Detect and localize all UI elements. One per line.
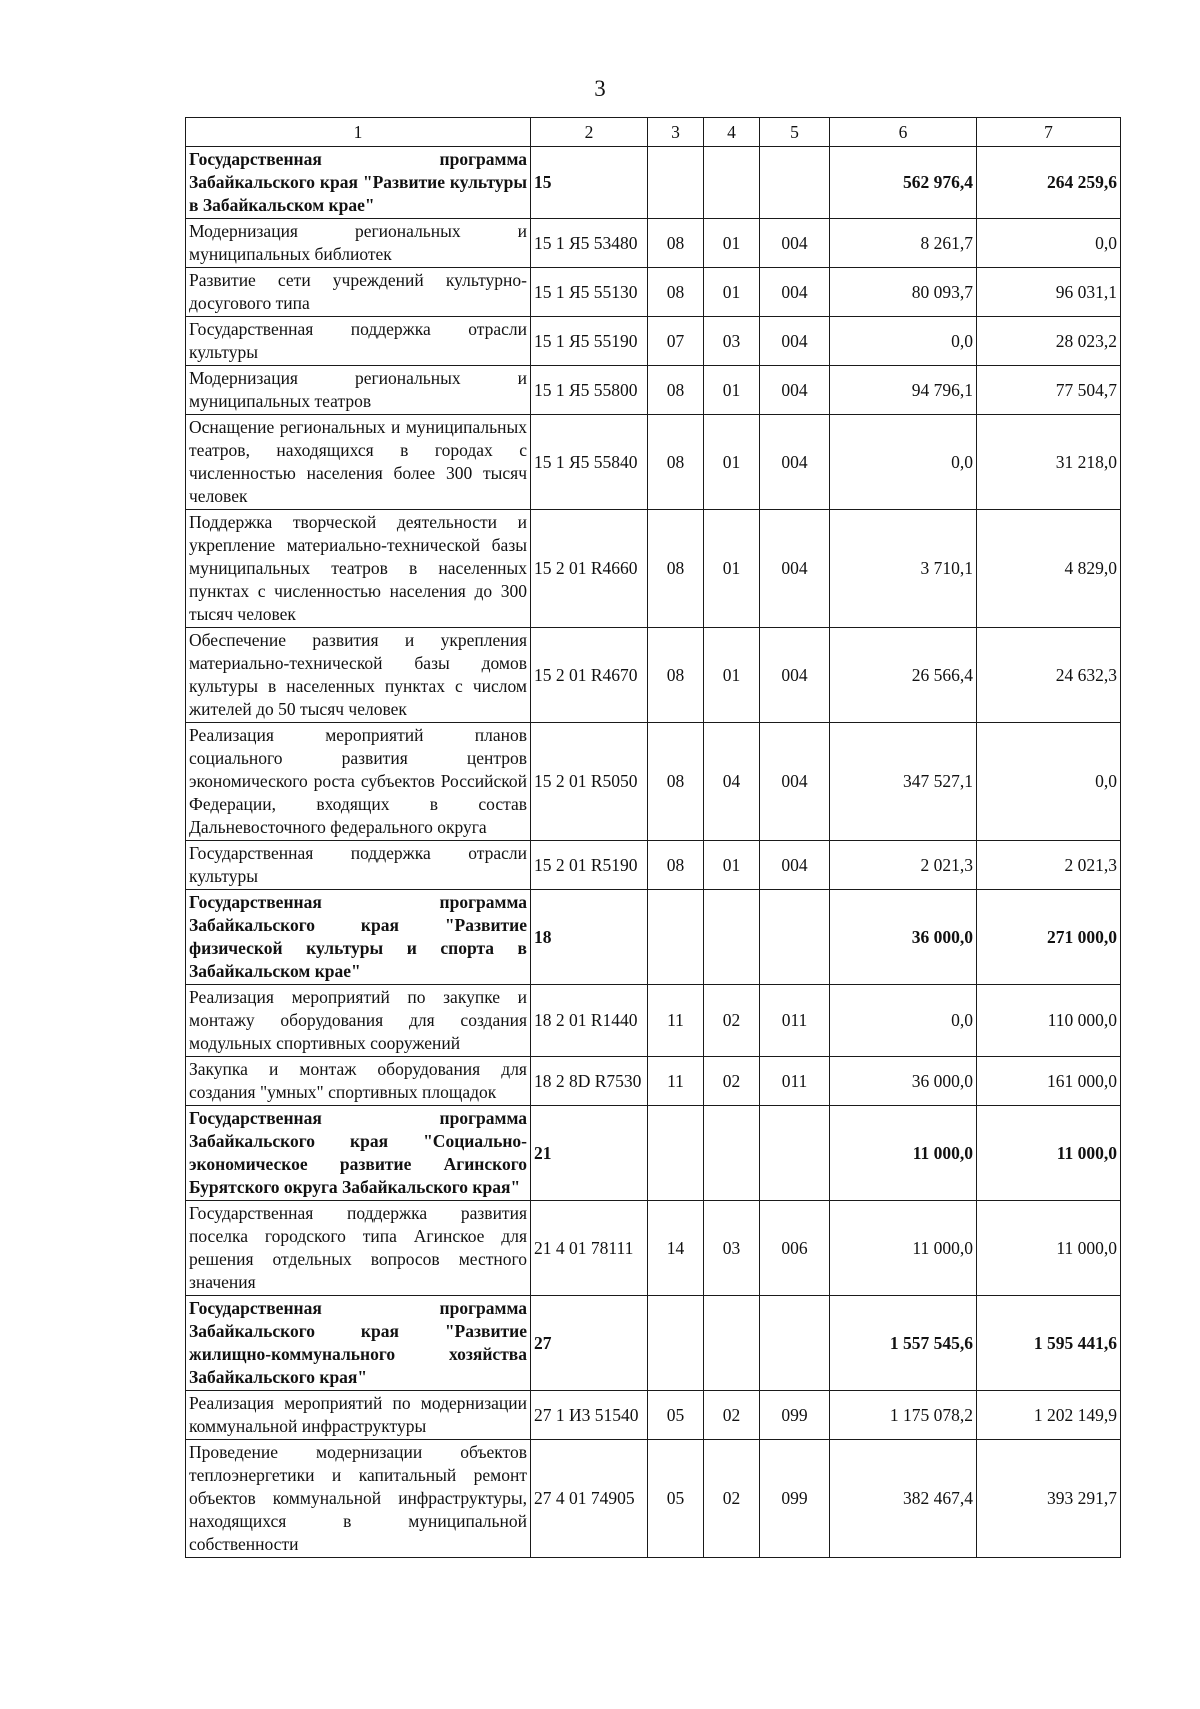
row-section-cell: 08 [648,268,704,317]
row-name-cell: Государственная поддержка развития поселка городского типа Агинское для решения отдельных вопросов местного значения [186,1201,531,1296]
row-name-cell: Модернизация региональных и муниципальных библиотек [186,219,531,268]
row-code-cell: 15 [531,147,648,219]
row-amount-2-cell: 28 023,2 [977,317,1121,366]
table-row [186,510,1121,628]
row-code-cell: 27 4 01 74905 [531,1440,648,1558]
row-name-cell: Реализация мероприятий по модернизации коммунальной инфраструктуры [186,1391,531,1440]
row-name-cell: Обеспечение развития и укрепления материально-технической базы домов культуры в населенных пунктах с числом жителей до 50 тысяч человек [186,628,531,723]
row-amount-1-cell: 0,0 [830,317,977,366]
row-name-cell: Развитие сети учреждений культурно-досугового типа [186,268,531,317]
row-code-cell: 18 2 01 R1440 [531,985,648,1057]
table-row [186,890,1121,985]
row-name-cell: Государственная программа Забайкальского края "Развитие физической культуры и спорта в Забайкальском крае" [186,890,531,985]
table-row [186,628,1121,723]
row-amount-1-cell: 0,0 [830,415,977,510]
table-row [186,147,1121,219]
table-row [186,1201,1121,1296]
row-name-cell: Оснащение региональных и муниципальных театров, находящихся в городах с численностью населения более 300 тысяч человек [186,415,531,510]
row-amount-1-cell: 36 000,0 [830,890,977,985]
row-name-cell: Реализация мероприятий по закупке и монтажу оборудования для создания модульных спортивных сооружений [186,985,531,1057]
row-subsection-cell: 01 [704,841,760,890]
row-amount-2-cell: 11 000,0 [977,1201,1121,1296]
table-row [186,219,1121,268]
row-type-cell: 011 [760,1057,830,1106]
table-row [186,1057,1121,1106]
row-type-cell: 004 [760,366,830,415]
row-amount-1-cell: 8 261,7 [830,219,977,268]
table-row [186,1296,1121,1391]
row-section-cell: 14 [648,1201,704,1296]
row-code-cell: 18 [531,890,648,985]
row-name-cell: Закупка и монтаж оборудования для создания "умных" спортивных площадок [186,1057,531,1106]
row-name-cell: Государственная программа Забайкальского края "Развитие жилищно-коммунального хозяйства Забайкальского края" [186,1296,531,1391]
row-amount-1-cell: 347 527,1 [830,723,977,841]
row-name-cell: Государственная поддержка отрасли культуры [186,841,531,890]
row-subsection-cell: 01 [704,510,760,628]
row-section-cell [648,1296,704,1391]
row-amount-1-cell: 26 566,4 [830,628,977,723]
row-code-cell: 15 2 01 R5190 [531,841,648,890]
row-code-cell: 21 4 01 78111 [531,1201,648,1296]
row-code-cell: 15 1 Я5 55800 [531,366,648,415]
row-amount-2-cell: 0,0 [977,219,1121,268]
row-type-cell: 006 [760,1201,830,1296]
row-name-cell: Государственная программа Забайкальского края "Развитие культуры в Забайкальском крае" [186,147,531,219]
row-amount-1-cell: 1 557 545,6 [830,1296,977,1391]
row-type-cell: 004 [760,415,830,510]
row-section-cell: 11 [648,985,704,1057]
row-code-cell: 15 1 Я5 55190 [531,317,648,366]
row-code-cell: 15 1 Я5 55130 [531,268,648,317]
row-amount-2-cell: 24 632,3 [977,628,1121,723]
row-amount-2-cell: 1 595 441,6 [977,1296,1121,1391]
row-type-cell [760,1296,830,1391]
column-header: 3 [648,118,704,147]
row-section-cell: 11 [648,1057,704,1106]
row-subsection-cell: 01 [704,268,760,317]
row-code-cell: 15 2 01 R4660 [531,510,648,628]
row-amount-2-cell: 161 000,0 [977,1057,1121,1106]
table-row [186,366,1121,415]
row-section-cell [648,1106,704,1201]
row-amount-2-cell: 4 829,0 [977,510,1121,628]
row-section-cell: 05 [648,1440,704,1558]
row-subsection-cell [704,1106,760,1201]
row-subsection-cell [704,890,760,985]
row-code-cell: 27 1 И3 51540 [531,1391,648,1440]
row-subsection-cell [704,147,760,219]
row-code-cell: 27 [531,1296,648,1391]
row-section-cell: 07 [648,317,704,366]
row-type-cell: 004 [760,628,830,723]
row-name-cell: Государственная программа Забайкальского края "Социально-экономическое развитие Агинского Бурятского округа Забайкальского края" [186,1106,531,1201]
row-type-cell: 004 [760,317,830,366]
row-section-cell [648,147,704,219]
row-amount-2-cell: 77 504,7 [977,366,1121,415]
row-subsection-cell: 02 [704,1440,760,1558]
row-subsection-cell: 01 [704,415,760,510]
row-type-cell [760,1106,830,1201]
row-subsection-cell: 03 [704,317,760,366]
column-header: 6 [830,118,977,147]
table-row [186,985,1121,1057]
row-amount-1-cell: 2 021,3 [830,841,977,890]
table-header-row [186,118,1121,147]
row-amount-1-cell: 94 796,1 [830,366,977,415]
row-amount-2-cell: 2 021,3 [977,841,1121,890]
row-type-cell: 004 [760,268,830,317]
row-subsection-cell [704,1296,760,1391]
column-header: 5 [760,118,830,147]
page-number: 3 [594,76,606,101]
row-section-cell: 08 [648,510,704,628]
row-type-cell [760,890,830,985]
row-code-cell: 15 1 Я5 53480 [531,219,648,268]
row-amount-1-cell: 1 175 078,2 [830,1391,977,1440]
row-amount-2-cell: 271 000,0 [977,890,1121,985]
row-section-cell: 08 [648,415,704,510]
row-amount-2-cell: 1 202 149,9 [977,1391,1121,1440]
row-amount-1-cell: 11 000,0 [830,1201,977,1296]
table-row [186,1106,1121,1201]
row-section-cell [648,890,704,985]
row-section-cell: 08 [648,723,704,841]
row-type-cell: 011 [760,985,830,1057]
row-name-cell: Государственная поддержка отрасли культуры [186,317,531,366]
row-amount-2-cell: 110 000,0 [977,985,1121,1057]
column-header: 7 [977,118,1121,147]
row-subsection-cell: 02 [704,985,760,1057]
table-row [186,723,1121,841]
row-type-cell: 004 [760,841,830,890]
row-section-cell: 08 [648,219,704,268]
row-type-cell: 004 [760,723,830,841]
row-subsection-cell: 01 [704,628,760,723]
row-amount-2-cell: 11 000,0 [977,1106,1121,1201]
budget-table [185,117,1121,1558]
row-subsection-cell: 01 [704,366,760,415]
table-row [186,1440,1121,1558]
row-amount-1-cell: 36 000,0 [830,1057,977,1106]
row-amount-2-cell: 264 259,6 [977,147,1121,219]
row-name-cell: Модернизация региональных и муниципальных театров [186,366,531,415]
table-body [186,147,1121,1558]
row-amount-2-cell: 31 218,0 [977,415,1121,510]
row-type-cell: 004 [760,219,830,268]
column-header: 4 [704,118,760,147]
row-name-cell: Реализация мероприятий планов социального развития центров экономического роста субъектов Российской Федерации, входящих в состав Дальневосточного федерального округа [186,723,531,841]
row-amount-1-cell: 562 976,4 [830,147,977,219]
row-subsection-cell: 03 [704,1201,760,1296]
row-subsection-cell: 01 [704,219,760,268]
row-code-cell: 15 2 01 R4670 [531,628,648,723]
row-code-cell: 18 2 8D R7530 [531,1057,648,1106]
row-type-cell: 099 [760,1440,830,1558]
row-type-cell [760,147,830,219]
table-row [186,317,1121,366]
table-row [186,268,1121,317]
column-header: 2 [531,118,648,147]
row-amount-2-cell: 0,0 [977,723,1121,841]
row-amount-2-cell: 96 031,1 [977,268,1121,317]
row-type-cell: 004 [760,510,830,628]
row-subsection-cell: 04 [704,723,760,841]
row-name-cell: Проведение модернизации объектов теплоэнергетики и капитальный ремонт объектов коммунальной инфраструктуры, находящихся в муниципальной собственности [186,1440,531,1558]
column-header: 1 [186,118,531,147]
row-amount-1-cell: 80 093,7 [830,268,977,317]
row-subsection-cell: 02 [704,1391,760,1440]
row-subsection-cell: 02 [704,1057,760,1106]
row-amount-1-cell: 3 710,1 [830,510,977,628]
row-code-cell: 21 [531,1106,648,1201]
row-name-cell: Поддержка творческой деятельности и укрепление материально-технической базы муниципальных театров в населенных пунктах с численностью населения до 300 тысяч человек [186,510,531,628]
table-row [186,841,1121,890]
row-section-cell: 08 [648,366,704,415]
row-amount-2-cell: 393 291,7 [977,1440,1121,1558]
row-type-cell: 099 [760,1391,830,1440]
row-code-cell: 15 2 01 R5050 [531,723,648,841]
row-section-cell: 08 [648,841,704,890]
row-amount-1-cell: 0,0 [830,985,977,1057]
row-code-cell: 15 1 Я5 55840 [531,415,648,510]
table-row [186,1391,1121,1440]
row-amount-1-cell: 382 467,4 [830,1440,977,1558]
row-amount-1-cell: 11 000,0 [830,1106,977,1201]
row-section-cell: 08 [648,628,704,723]
table-row [186,415,1121,510]
row-section-cell: 05 [648,1391,704,1440]
